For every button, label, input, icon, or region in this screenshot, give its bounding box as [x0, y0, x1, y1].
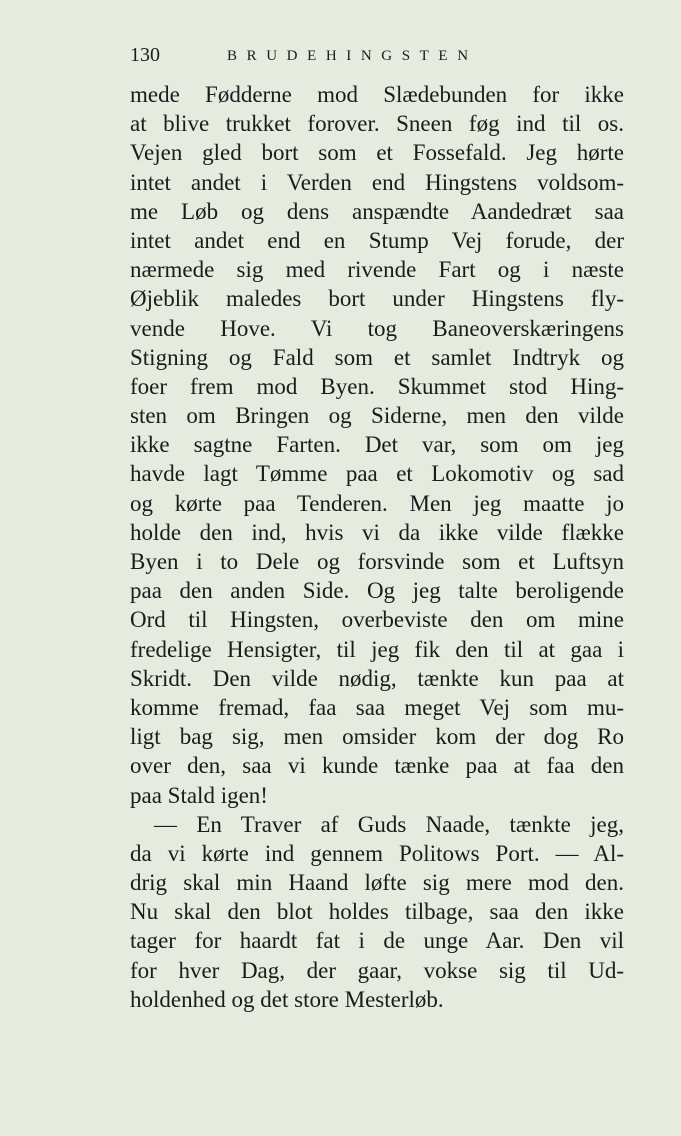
text-line: for hver Dag, der gaar, vokse sig til Ud- [130, 957, 624, 983]
page-number: 130 [130, 44, 160, 66]
text-line: Stigning og Fald som et samlet Indtryk og [130, 344, 624, 370]
paragraph [130, 810, 624, 1014]
text-line: drig skal min Haand løfte sig mere mod den. [130, 870, 624, 896]
text-line: nærmede sig med rivende Fart og i næste [130, 257, 624, 283]
text-line: paa den anden Side. Og jeg talte beroligende [130, 578, 624, 604]
text-line: over den, saa vi kunde tænke paa at faa den [130, 753, 624, 779]
text-line: Øjeblik maledes bort under Hingstens fly- [130, 286, 624, 312]
text-line: ligt bag sig, men omsider kom der dog Ro [130, 724, 624, 750]
paragraph [130, 80, 624, 810]
text-line: Byen i to Dele og forsvinde som et Luftsyn [130, 549, 624, 574]
text-line: Vejen gled bort som et Fossefald. Jeg hørte [130, 140, 624, 166]
text-line: komme fremad, faa saa meget Vej som mu- [130, 694, 624, 720]
text-line: og kørte paa Tenderen. Men jeg maatte jo [130, 490, 624, 516]
text-line: holde den ind, hvis vi da ikke vilde flække [130, 519, 624, 545]
text-line: intet andet i Verden end Hingstens voldsom- [130, 169, 624, 195]
text-line: tager for haardt fat i de unge Aar. Den vil [130, 928, 624, 954]
text-line: mede Fødderne mod Slædebunden for ikke [130, 82, 624, 107]
running-head [130, 40, 590, 70]
text-line: holdenhed og det store Mesterløb. [130, 986, 444, 1012]
text-line: Nu skal den blot holdes tilbage, saa den ikke [130, 899, 624, 925]
text-line: ikke sagtne Farten. Det var, som om jeg [130, 432, 624, 458]
text-line: — En Traver af Guds Naade, tænkte jeg, [154, 811, 624, 837]
text-line: Skridt. Den vilde nødig, tænkte kun paa at [130, 665, 624, 691]
text-line: paa Stald igen! [130, 782, 268, 808]
text-line: foer frem mod Byen. Skummet stod Hing- [130, 373, 624, 399]
text-line: da vi kørte ind gennem Politows Port. — Al- [130, 840, 624, 866]
text-line: intet andet end en Stump Vej forude, der [130, 227, 624, 253]
running-title: BRUDEHINGSTEN [227, 48, 478, 64]
text-line: at blive trukket forover. Sneen føg ind til os. [130, 111, 624, 137]
text-line: me Løb og dens anspændte Aandedræt saa [130, 198, 624, 224]
text-line: vende Hove. Vi tog Baneoverskæringens [130, 315, 624, 341]
text-line: havde lagt Tømme paa et Lokomotiv og sad [130, 461, 624, 487]
text-line: fredelige Hensigter, til jeg fik den til at gaa i [130, 636, 624, 662]
text-line: sten om Bringen og Siderne, men den vilde [130, 403, 624, 429]
body-text [130, 80, 624, 1014]
text-line: Ord til Hingsten, overbeviste den om mine [130, 607, 624, 633]
